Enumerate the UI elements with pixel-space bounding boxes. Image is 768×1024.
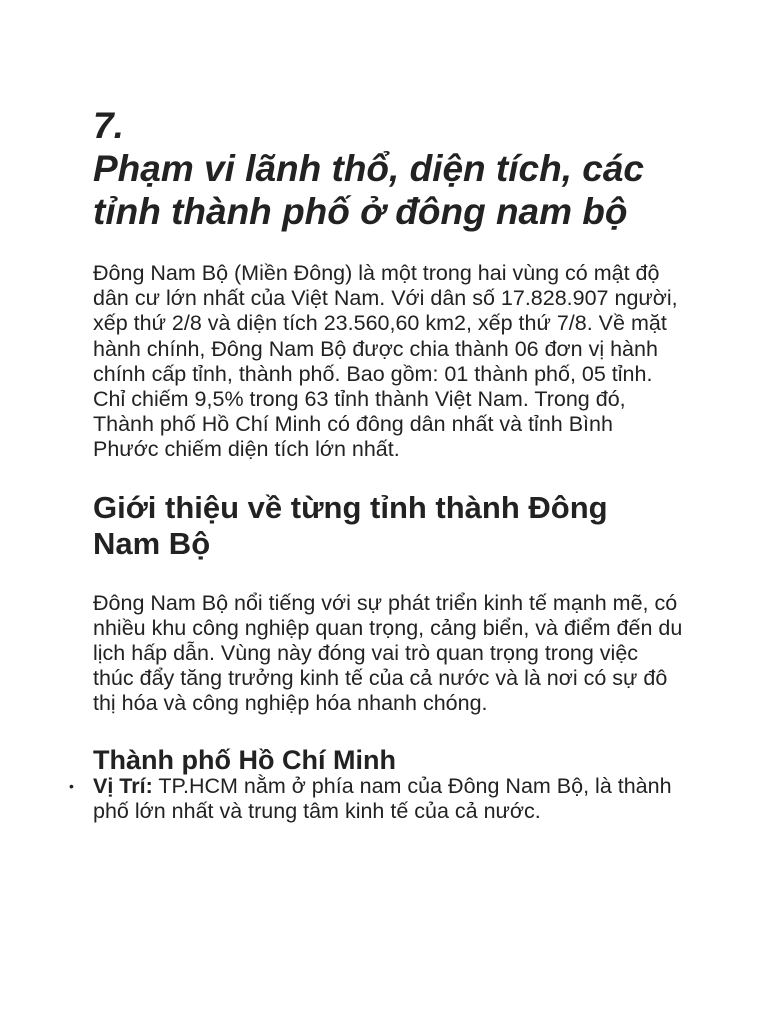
intro-paragraph: Đông Nam Bộ (Miền Đông) là một trong hai vùng có mật độ dân cư lớn nhất của Việt Nam. Với dân số 17.828.907 người, xếp thứ 2/8 và diện tích 23.560,60 km2, xếp thứ 7/8. Về mặt hành chính, Đông Nam Bộ được chia thành 06 đơn vị hành chính cấp tỉnh, thành phố. Bao gồm: 01 thành phố, 05 tỉnh. Chỉ chiếm 9,5% trong 63 tỉnh thành Việt Nam. Trong đó, Thành phố Hồ Chí Minh có đông dân nhất và tỉnh Bình Phước chiếm diện tích lớn nhất. (93, 261, 678, 462)
bullet-marker: • (69, 777, 74, 794)
subsection-heading: Thành phố Hồ Chí Minh (93, 744, 396, 775)
page-title (93, 104, 683, 233)
list-item (69, 773, 683, 824)
bullet-text: TP.HCM nằm ở phía nam của Đông Nam Bộ, là thành phố lớn nhất và trung tâm kinh tế của cả nước. (93, 773, 672, 823)
section-number: 7. (93, 105, 124, 146)
section-title: Phạm vi lãnh thổ, diện tích, các tỉnh thành phố ở đông nam bộ (93, 148, 645, 232)
bullet-list (69, 773, 683, 824)
section-paragraph: Đông Nam Bộ nổi tiếng với sự phát triển kinh tế mạnh mẽ, có nhiều khu công nghiệp quan trọng, cảng biển, và điểm đến du lịch hấp dẫn. Vùng này đóng vai trò quan trọng trong việc thúc đẩy tăng trưởng kinh tế của cả nước và là nơi có sự đô thị hóa và công nghiệp hóa nhanh chóng. (93, 590, 683, 716)
bullet-label: Vị Trí: (93, 773, 153, 798)
document-content (69, 104, 683, 824)
section-heading: Giới thiệu về từng tỉnh thành Đông Nam Bộ (93, 489, 608, 561)
